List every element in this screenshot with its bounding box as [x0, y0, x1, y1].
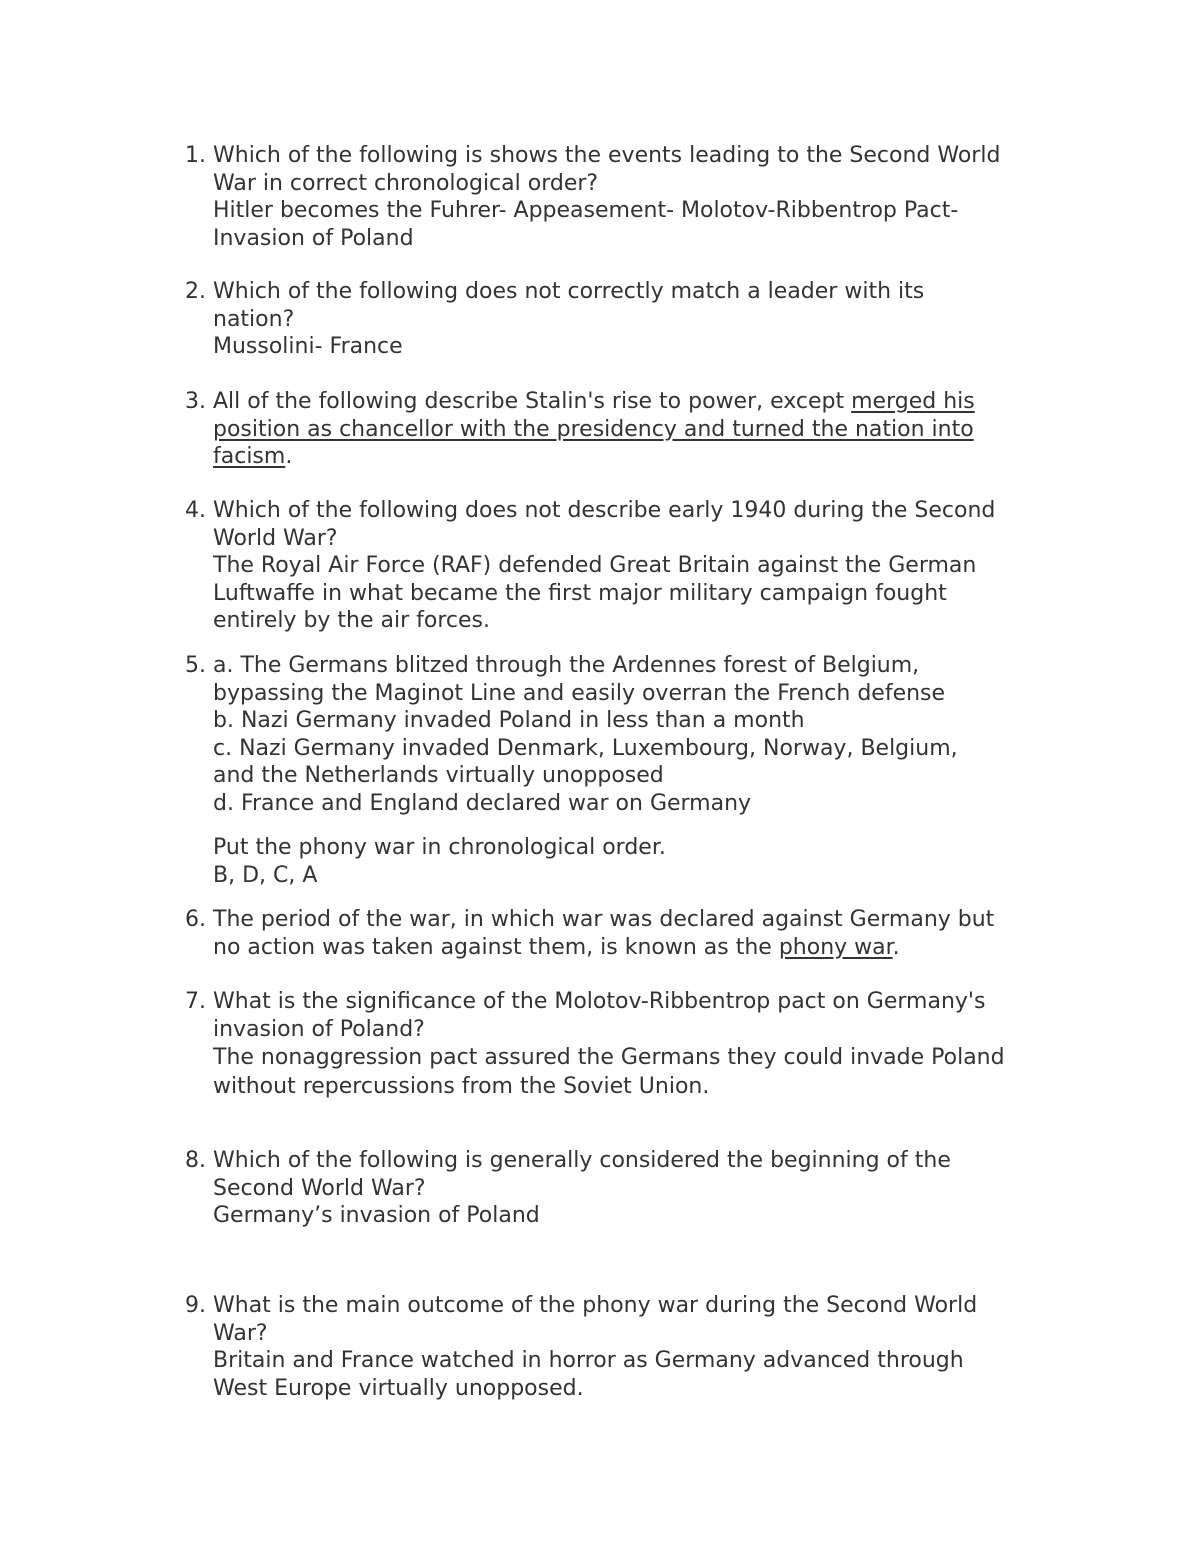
question-number: 6.: [185, 907, 206, 932]
question-text: nation?: [213, 306, 295, 332]
question-number: 5.: [185, 653, 206, 678]
answer-text: entirely by the air forces.: [213, 608, 490, 633]
question-body: [213, 652, 1063, 889]
question-line: [213, 388, 1063, 416]
answer-text: The Royal Air Force (RAF) defended Great Britain against the German: [213, 553, 977, 578]
fill-in-answer: phony war: [778, 934, 893, 960]
question-line: [213, 416, 1063, 444]
question-text: .: [285, 444, 293, 469]
question-number: 7.: [185, 989, 206, 1014]
option-b: b. Nazi Germany invaded Poland in less than a month: [213, 708, 805, 733]
question-body: [213, 988, 1063, 1101]
question-text: All of the following describe Stalin's rise to power, except: [213, 389, 852, 414]
answer-text: Invasion of Poland: [213, 225, 414, 251]
option-c: c. Nazi Germany invaded Denmark, Luxembourg, Norway, Belgium,: [213, 735, 958, 761]
answer-text: Luftwaffe in what became the first major military campaign fought: [213, 580, 947, 606]
question-text: Which of the following does not describe early 1940 during the Second: [213, 498, 996, 523]
answer-text: West Europe virtually unopposed.: [213, 1375, 584, 1401]
question-text: invasion of Poland?: [213, 1016, 425, 1042]
question-text: Second World War?: [213, 1175, 426, 1201]
question-number: 4.: [185, 498, 206, 523]
question-number: 1.: [185, 143, 206, 168]
question-text: War?: [213, 1320, 268, 1346]
answer-text: Germany’s invasion of Poland: [213, 1203, 540, 1228]
question-text: Which of the following is generally considered the beginning of the: [213, 1148, 951, 1173]
question-number: 8.: [185, 1148, 206, 1173]
question-line: [213, 934, 1063, 962]
question-text: War in correct chronological order?: [213, 170, 599, 196]
question-body: [213, 388, 1063, 471]
question-number: 2.: [185, 279, 206, 304]
question-body: [213, 906, 1063, 961]
fill-in-answer: facism: [213, 444, 286, 469]
answer-text: The nonaggression pact assured the Germans they could invade Poland: [213, 1045, 1005, 1070]
question-text: Which of the following does not correctly match a leader with its: [213, 279, 925, 304]
question-text: Which of the following is shows the events leading to the Second World: [213, 143, 1001, 168]
question-text: What is the significance of the Molotov-Ribbentrop pact on Germany's: [213, 989, 986, 1014]
fill-in-answer: merged his: [851, 389, 975, 414]
answer-text: B, D, C, A: [213, 862, 318, 888]
question-text: What is the main outcome of the phony war during the Second World: [213, 1293, 978, 1318]
fill-in-answer: position as chancellor with the presidency and turned the nation into: [213, 416, 974, 442]
answer-text: Hitler becomes the Fuhrer- Appeasement- Molotov-Ribbentrop Pact-: [213, 198, 959, 223]
option-d: d. France and England declared war on Germany: [213, 790, 752, 816]
option-a-continued: bypassing the Maginot Line and easily overran the French defense: [213, 680, 946, 706]
question-body: [213, 1147, 1063, 1230]
answer-text: without repercussions from the Soviet Union.: [213, 1074, 710, 1099]
question-body: [213, 142, 1063, 252]
question-number: 3.: [185, 389, 206, 414]
question-body: [213, 1292, 1063, 1402]
question-body: [213, 497, 1063, 635]
answer-text: Mussolini- France: [213, 334, 403, 359]
question-line: [213, 443, 1063, 471]
answer-text: Britain and France watched in horror as Germany advanced through: [213, 1348, 964, 1373]
question-body: [213, 278, 1063, 361]
question-text: World War?: [213, 525, 338, 551]
question-text: .: [892, 934, 900, 960]
question-text: The period of the war, in which war was declared against Germany but: [213, 907, 995, 932]
question-number: 9.: [185, 1293, 206, 1318]
option-c-continued: and the Netherlands virtually unopposed: [213, 763, 664, 788]
spacer: [213, 817, 1063, 834]
option-a: a. The Germans blitzed through the Ardennes forest of Belgium,: [213, 653, 920, 678]
question-prompt: Put the phony war in chronological order.: [213, 835, 666, 860]
question-text: no action was taken against them, is known as the: [213, 934, 779, 960]
